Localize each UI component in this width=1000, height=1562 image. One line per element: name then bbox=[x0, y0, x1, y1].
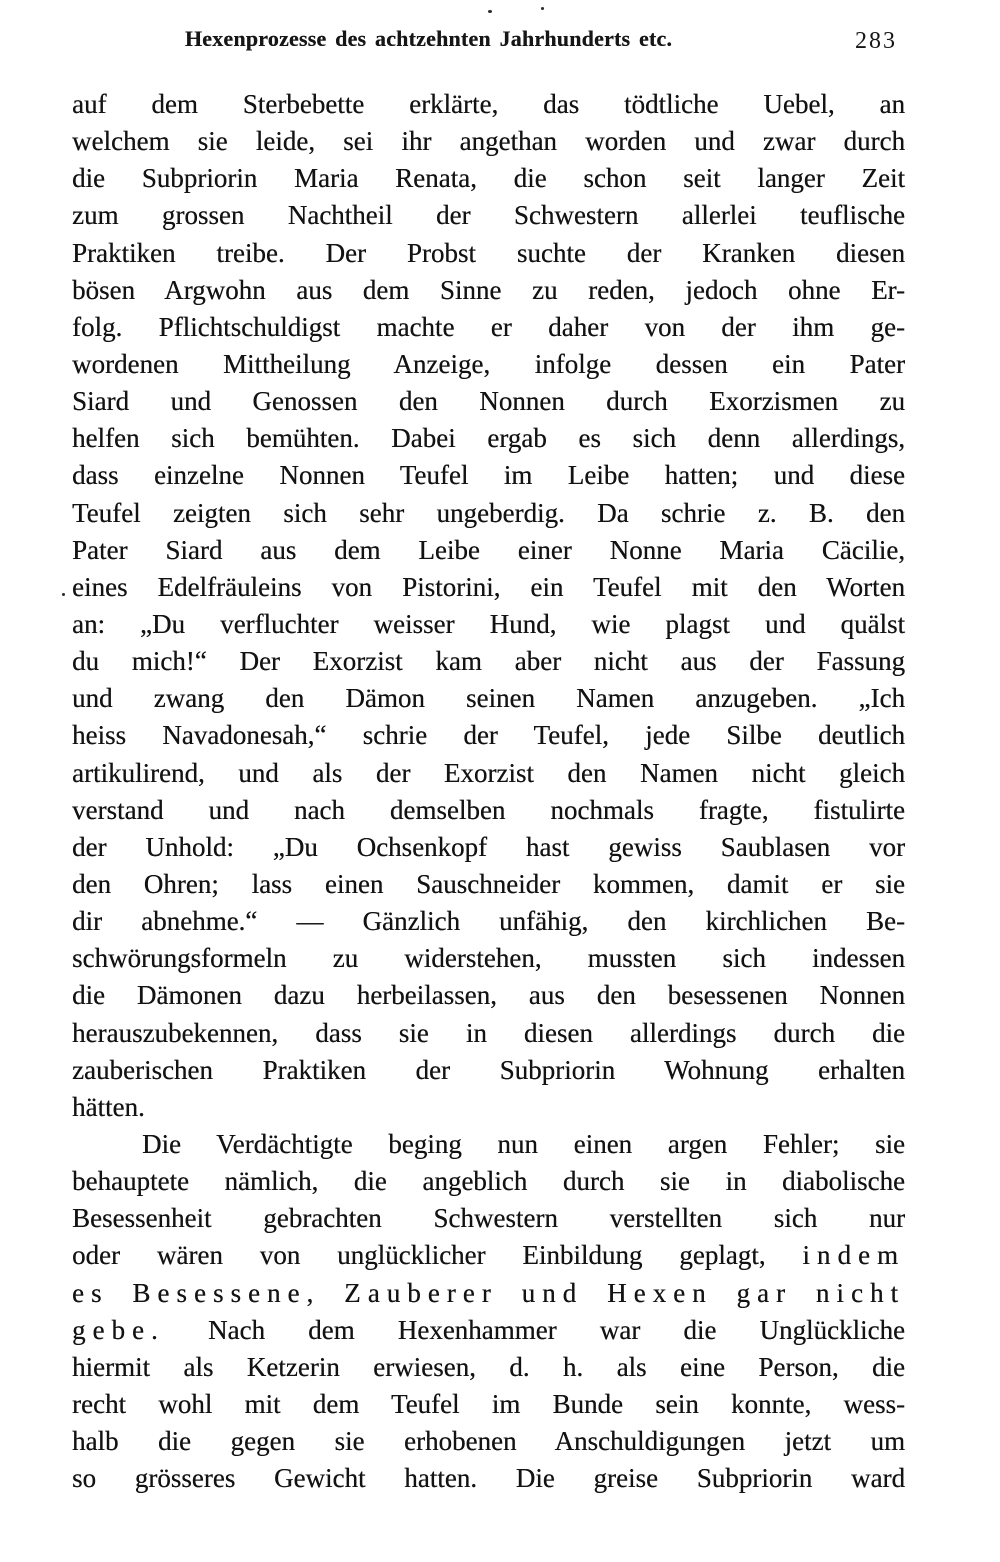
text-segment: hätten. bbox=[72, 1091, 145, 1122]
text-segment: der Unhold: „Du Ochsenkopf hast gewiss Saublasen vor bbox=[72, 831, 905, 862]
text-line bbox=[72, 1237, 905, 1274]
text-segment: Teufel zeigten sich sehr ungeberdig. Da schrie z. B. den bbox=[72, 497, 905, 528]
text-segment: Die Verdächtigte beging nun einen argen Fehler; sie bbox=[142, 1128, 905, 1159]
text-segment: eines Edelfräuleins von Pistorini, ein Teufel mit den Worten bbox=[72, 571, 905, 602]
text-line bbox=[72, 680, 905, 717]
text-line bbox=[72, 903, 905, 940]
text-segment: wordenen Mittheilung Anzeige, infolge dessen ein Pater bbox=[72, 348, 905, 379]
text-line bbox=[72, 866, 905, 903]
text-line bbox=[72, 792, 905, 829]
text-segment: den Ohren; lass einen Sauschneider kommen, damit er sie bbox=[72, 868, 905, 899]
text-segment: oder wären von unglücklicher Einbildung geplagt, bbox=[72, 1240, 803, 1271]
text-segment: herauszubekennen, dass sie in diesen allerdings durch die bbox=[72, 1017, 905, 1048]
text-segment: Besessenheit gebrachten Schwestern verstellten sich nur bbox=[72, 1203, 905, 1234]
text-line bbox=[72, 1349, 905, 1386]
ink-speck bbox=[488, 10, 492, 13]
text-segment: Praktiken treibe. Der Probst suchte der Kranken diesen bbox=[72, 237, 905, 268]
text-line bbox=[72, 235, 905, 272]
text-segment: hiermit als Ketzerin erwiesen, d. h. als eine Person, die bbox=[72, 1351, 905, 1382]
emphasized-text-segment: es Besessene, Zauberer und Hexen gar nicht bbox=[72, 1277, 905, 1308]
text-segment: und zwang den Dämon seinen Namen anzugeben. „Ich bbox=[72, 683, 905, 714]
text-line bbox=[72, 717, 905, 754]
text-line bbox=[72, 420, 905, 457]
text-segment: auf dem Sterbebette erklärte, das tödtliche Uebel, an bbox=[72, 89, 905, 119]
text-line bbox=[72, 569, 905, 606]
text-segment: halb die gegen sie erhobenen Anschuldigungen jetzt um bbox=[72, 1426, 905, 1457]
text-segment: du mich!“ Der Exorzist kam aber nicht aus der Fassung bbox=[72, 646, 905, 677]
emphasized-text-segment: indem bbox=[802, 1240, 905, 1271]
text-line bbox=[72, 160, 905, 197]
text-line bbox=[72, 1460, 905, 1497]
text-segment: helfen sich bemühten. Dabei ergab es sich denn allerdings, bbox=[72, 423, 905, 454]
page-number: 283 bbox=[855, 28, 897, 54]
ink-speck bbox=[62, 593, 65, 596]
text-segment: so grösseres Gewicht hatten. Die greise Subpriorin ward bbox=[72, 1463, 905, 1494]
ink-speck bbox=[541, 7, 544, 10]
text-line bbox=[72, 1015, 905, 1052]
text-line bbox=[72, 346, 905, 383]
text-segment: Pater Siard aus dem Leibe einer Nonne Maria Cäcilie, bbox=[72, 534, 905, 565]
text-line bbox=[72, 1126, 905, 1163]
text-segment: dass einzelne Nonnen Teufel im Leibe hatten; und diese bbox=[72, 460, 905, 491]
text-segment: zauberischen Praktiken der Subpriorin Wohnung erhalten bbox=[72, 1054, 905, 1085]
text-line bbox=[72, 1052, 905, 1089]
emphasized-text-segment: gebe. bbox=[72, 1314, 165, 1345]
running-title: Hexenprozesse des achtzehnten Jahrhunderts etc. bbox=[184, 26, 673, 51]
text-line bbox=[72, 123, 905, 160]
text-segment: die Subpriorin Maria Renata, die schon seit langer Zeit bbox=[72, 163, 905, 194]
text-line bbox=[72, 1312, 905, 1349]
text-line bbox=[72, 1200, 905, 1237]
text-line bbox=[72, 643, 905, 680]
text-line bbox=[72, 532, 905, 569]
text-segment: verstand und nach demselben nochmals fragte, fistulirte bbox=[72, 794, 905, 825]
text-line bbox=[72, 495, 905, 532]
text-line bbox=[72, 829, 905, 866]
text-line bbox=[72, 1089, 905, 1126]
text-segment: Nach dem Hexenhammer war die Unglückliche bbox=[164, 1314, 905, 1345]
text-segment: folg. Pflichtschuldigst machte er daher von der ihm ge- bbox=[72, 311, 905, 342]
text-segment: bösen Argwohn aus dem Sinne zu reden, jedoch ohne Er- bbox=[72, 274, 905, 305]
text-segment: an: „Du verfluchter weisser Hund, wie plagst und quälst bbox=[72, 608, 905, 639]
text-segment: die Dämonen dazu herbeilassen, aus den besessenen Nonnen bbox=[72, 980, 905, 1011]
text-segment: welchem sie leide, sei ihr angethan worden und zwar durch bbox=[72, 126, 905, 157]
text-segment: artikulirend, und als der Exorzist den Namen nicht gleich bbox=[72, 757, 905, 788]
text-line bbox=[72, 1386, 905, 1423]
text-line bbox=[72, 606, 905, 643]
text-line bbox=[72, 755, 905, 792]
text-line bbox=[72, 197, 905, 234]
text-line bbox=[72, 1423, 905, 1460]
text-line bbox=[72, 1275, 905, 1312]
text-line bbox=[72, 86, 905, 123]
text-line bbox=[72, 940, 905, 977]
text-line bbox=[72, 383, 905, 420]
page-text bbox=[72, 86, 905, 1497]
text-segment: Siard und Genossen den Nonnen durch Exorzismen zu bbox=[72, 386, 905, 417]
text-segment: recht wohl mit dem Teufel im Bunde sein konnte, wess- bbox=[72, 1388, 905, 1419]
text-segment: zum grossen Nachtheil der Schwestern allerlei teuflische bbox=[72, 200, 905, 231]
text-line bbox=[72, 1163, 905, 1200]
text-line bbox=[72, 457, 905, 494]
text-line bbox=[72, 309, 905, 346]
text-line bbox=[72, 977, 905, 1014]
text-line bbox=[72, 272, 905, 309]
text-segment: schwörungsformeln zu widerstehen, mussten sich indessen bbox=[72, 943, 905, 974]
page-header bbox=[72, 26, 905, 60]
text-segment: heiss Navadonesah,“ schrie der Teufel, jede Silbe deutlich bbox=[72, 720, 905, 751]
text-segment: behauptete nämlich, die angeblich durch sie in diabolische bbox=[72, 1166, 905, 1197]
text-segment: dir abnehme.“ — Gänzlich unfähig, den kirchlichen Be- bbox=[72, 906, 905, 937]
